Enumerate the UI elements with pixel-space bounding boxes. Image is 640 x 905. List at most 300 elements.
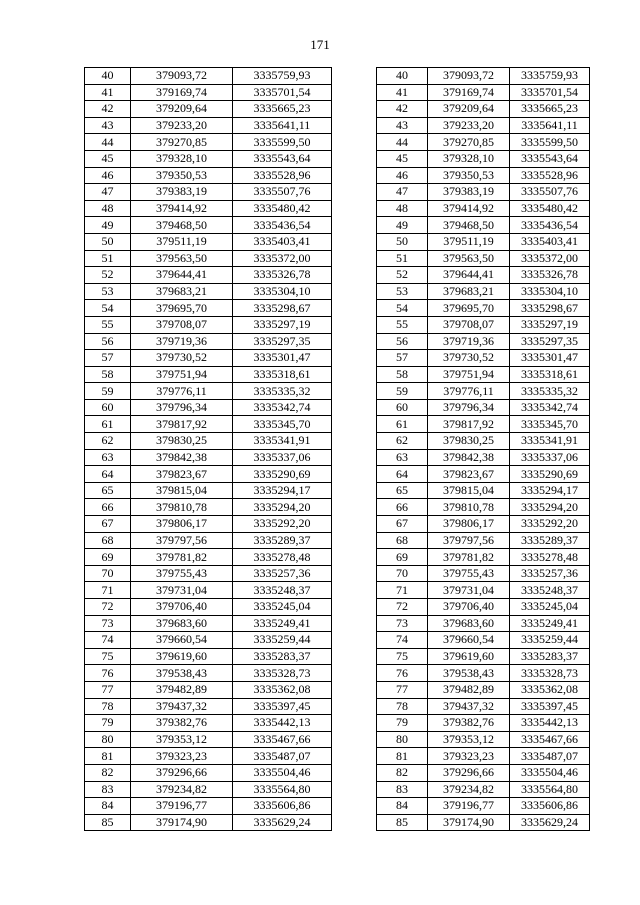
x-coordinate-cell: 379619,60 (428, 648, 510, 665)
point-number-cell: 54 (377, 300, 428, 317)
point-number-cell: 40 (377, 68, 428, 85)
table-row (85, 715, 332, 732)
x-coordinate-cell: 379468,50 (131, 217, 233, 234)
y-coordinate-cell: 3335248,37 (510, 582, 590, 599)
y-coordinate-cell: 3335480,42 (233, 200, 332, 217)
y-coordinate-cell: 3335289,37 (510, 532, 590, 549)
x-coordinate-cell: 379296,66 (131, 764, 233, 781)
table-row (377, 482, 590, 499)
point-number-cell: 81 (377, 748, 428, 765)
point-number-cell: 85 (85, 814, 131, 831)
x-coordinate-cell: 379538,43 (428, 665, 510, 682)
table-row (85, 366, 332, 383)
table-row (85, 300, 332, 317)
x-coordinate-cell: 379842,38 (131, 449, 233, 466)
x-coordinate-cell: 379660,54 (131, 632, 233, 649)
y-coordinate-cell: 3335259,44 (233, 632, 332, 649)
x-coordinate-cell: 379482,89 (131, 681, 233, 698)
table-row (85, 781, 332, 798)
y-coordinate-cell: 3335259,44 (510, 632, 590, 649)
y-coordinate-cell: 3335342,74 (510, 399, 590, 416)
table-row (377, 516, 590, 533)
table-row (377, 466, 590, 483)
point-number-cell: 83 (85, 781, 131, 798)
point-number-cell: 50 (377, 233, 428, 250)
table-row (85, 499, 332, 516)
point-number-cell: 58 (85, 366, 131, 383)
x-coordinate-cell: 379719,36 (428, 333, 510, 350)
point-number-cell: 74 (85, 632, 131, 649)
point-number-cell: 81 (85, 748, 131, 765)
y-coordinate-cell: 3335248,37 (233, 582, 332, 599)
y-coordinate-cell: 3335629,24 (233, 814, 332, 831)
x-coordinate-cell: 379755,43 (428, 565, 510, 582)
y-coordinate-cell: 3335318,61 (233, 366, 332, 383)
y-coordinate-cell: 3335397,45 (510, 698, 590, 715)
x-coordinate-cell: 379093,72 (428, 68, 510, 85)
y-coordinate-cell: 3335528,96 (510, 167, 590, 184)
point-number-cell: 52 (377, 267, 428, 284)
page-number: 171 (310, 37, 330, 52)
y-coordinate-cell: 3335467,66 (510, 731, 590, 748)
x-coordinate-cell: 379815,04 (131, 482, 233, 499)
x-coordinate-cell: 379781,82 (131, 549, 233, 566)
point-number-cell: 63 (377, 449, 428, 466)
table-row (377, 333, 590, 350)
point-number-cell: 46 (377, 167, 428, 184)
y-coordinate-cell: 3335249,41 (233, 615, 332, 632)
x-coordinate-cell: 379815,04 (428, 482, 510, 499)
coordinates-table-body (85, 68, 332, 831)
y-coordinate-cell: 3335294,17 (233, 482, 332, 499)
point-number-cell: 77 (85, 681, 131, 698)
point-number-cell: 52 (85, 267, 131, 284)
y-coordinate-cell: 3335301,47 (510, 350, 590, 367)
table-row (377, 233, 590, 250)
y-coordinate-cell: 3335403,41 (233, 233, 332, 250)
y-coordinate-cell: 3335297,19 (510, 316, 590, 333)
table-row (85, 681, 332, 698)
point-number-cell: 57 (85, 350, 131, 367)
table-row (85, 233, 332, 250)
point-number-cell: 77 (377, 681, 428, 698)
x-coordinate-cell: 379644,41 (428, 267, 510, 284)
y-coordinate-cell: 3335372,00 (233, 250, 332, 267)
x-coordinate-cell: 379482,89 (428, 681, 510, 698)
table-row (377, 383, 590, 400)
y-coordinate-cell: 3335372,00 (510, 250, 590, 267)
point-number-cell: 46 (85, 167, 131, 184)
x-coordinate-cell: 379823,67 (428, 466, 510, 483)
y-coordinate-cell: 3335335,32 (510, 383, 590, 400)
x-coordinate-cell: 379719,36 (131, 333, 233, 350)
point-number-cell: 73 (377, 615, 428, 632)
point-number-cell: 50 (85, 233, 131, 250)
table-row (85, 117, 332, 134)
point-number-cell: 47 (85, 184, 131, 201)
y-coordinate-cell: 3335326,78 (233, 267, 332, 284)
table-row (377, 117, 590, 134)
table-row (377, 300, 590, 317)
table-row (85, 482, 332, 499)
x-coordinate-cell: 379169,74 (428, 84, 510, 101)
table-row (85, 399, 332, 416)
table-row (85, 648, 332, 665)
point-number-cell: 55 (85, 316, 131, 333)
point-number-cell: 79 (85, 715, 131, 732)
table-row (377, 399, 590, 416)
x-coordinate-cell: 379683,21 (131, 283, 233, 300)
table-row (377, 582, 590, 599)
y-coordinate-cell: 3335345,70 (233, 416, 332, 433)
point-number-cell: 79 (377, 715, 428, 732)
y-coordinate-cell: 3335335,32 (233, 383, 332, 400)
x-coordinate-cell: 379619,60 (131, 648, 233, 665)
x-coordinate-cell: 379350,53 (428, 167, 510, 184)
table-row (85, 200, 332, 217)
point-number-cell: 70 (377, 565, 428, 582)
y-coordinate-cell: 3335436,54 (510, 217, 590, 234)
y-coordinate-cell: 3335345,70 (510, 416, 590, 433)
point-number-cell: 53 (85, 283, 131, 300)
y-coordinate-cell: 3335328,73 (233, 665, 332, 682)
point-number-cell: 67 (85, 516, 131, 533)
x-coordinate-cell: 379810,78 (131, 499, 233, 516)
x-coordinate-cell: 379781,82 (428, 549, 510, 566)
point-number-cell: 70 (85, 565, 131, 582)
table-row (85, 350, 332, 367)
x-coordinate-cell: 379830,25 (428, 433, 510, 450)
y-coordinate-cell: 3335301,47 (233, 350, 332, 367)
point-number-cell: 72 (377, 599, 428, 616)
y-coordinate-cell: 3335298,67 (510, 300, 590, 317)
table-row (85, 665, 332, 682)
point-number-cell: 51 (85, 250, 131, 267)
point-number-cell: 48 (377, 200, 428, 217)
table-row (85, 433, 332, 450)
x-coordinate-cell: 379209,64 (428, 101, 510, 118)
table-row (377, 632, 590, 649)
x-coordinate-cell: 379563,50 (428, 250, 510, 267)
table-row (85, 68, 332, 85)
y-coordinate-cell: 3335641,11 (233, 117, 332, 134)
table-row (377, 449, 590, 466)
table-row (85, 84, 332, 101)
table-row (85, 549, 332, 566)
y-coordinate-cell: 3335467,66 (233, 731, 332, 748)
y-coordinate-cell: 3335283,37 (233, 648, 332, 665)
table-row (85, 565, 332, 582)
table-row (377, 599, 590, 616)
y-coordinate-cell: 3335362,08 (233, 681, 332, 698)
point-number-cell: 84 (377, 798, 428, 815)
y-coordinate-cell: 3335278,48 (233, 549, 332, 566)
y-coordinate-cell: 3335342,74 (233, 399, 332, 416)
point-number-cell: 43 (377, 117, 428, 134)
x-coordinate-cell: 379353,12 (428, 731, 510, 748)
x-coordinate-cell: 379328,10 (428, 150, 510, 167)
x-coordinate-cell: 379842,38 (428, 449, 510, 466)
y-coordinate-cell: 3335442,13 (510, 715, 590, 732)
table-row (85, 333, 332, 350)
y-coordinate-cell: 3335297,19 (233, 316, 332, 333)
table-row (377, 68, 590, 85)
x-coordinate-cell: 379270,85 (428, 134, 510, 151)
y-coordinate-cell: 3335290,69 (233, 466, 332, 483)
point-number-cell: 76 (377, 665, 428, 682)
table-row (85, 184, 332, 201)
x-coordinate-cell: 379350,53 (131, 167, 233, 184)
x-coordinate-cell: 379806,17 (131, 516, 233, 533)
y-coordinate-cell: 3335292,20 (510, 516, 590, 533)
point-number-cell: 59 (85, 383, 131, 400)
point-number-cell: 78 (85, 698, 131, 715)
table-row (377, 150, 590, 167)
point-number-cell: 72 (85, 599, 131, 616)
y-coordinate-cell: 3335564,80 (233, 781, 332, 798)
table-row (85, 599, 332, 616)
table-row (85, 632, 332, 649)
x-coordinate-cell: 379382,76 (428, 715, 510, 732)
y-coordinate-cell: 3335249,41 (510, 615, 590, 632)
point-number-cell: 42 (377, 101, 428, 118)
x-coordinate-cell: 379233,20 (428, 117, 510, 134)
point-number-cell: 66 (377, 499, 428, 516)
table-row (85, 582, 332, 599)
x-coordinate-cell: 379796,34 (131, 399, 233, 416)
x-coordinate-cell: 379823,67 (131, 466, 233, 483)
x-coordinate-cell: 379414,92 (131, 200, 233, 217)
table-row (85, 516, 332, 533)
table-row (85, 283, 332, 300)
table-row (85, 316, 332, 333)
point-number-cell: 71 (377, 582, 428, 599)
table-row (377, 316, 590, 333)
x-coordinate-cell: 379234,82 (131, 781, 233, 798)
x-coordinate-cell: 379563,50 (131, 250, 233, 267)
x-coordinate-cell: 379353,12 (131, 731, 233, 748)
x-coordinate-cell: 379730,52 (428, 350, 510, 367)
point-number-cell: 54 (85, 300, 131, 317)
coordinates-table-body (377, 68, 590, 831)
x-coordinate-cell: 379511,19 (428, 233, 510, 250)
y-coordinate-cell: 3335629,24 (510, 814, 590, 831)
x-coordinate-cell: 379270,85 (131, 134, 233, 151)
table-row (377, 200, 590, 217)
y-coordinate-cell: 3335504,46 (510, 764, 590, 781)
y-coordinate-cell: 3335297,35 (233, 333, 332, 350)
x-coordinate-cell: 379817,92 (131, 416, 233, 433)
table-row (85, 698, 332, 715)
y-coordinate-cell: 3335292,20 (233, 516, 332, 533)
x-coordinate-cell: 379383,19 (428, 184, 510, 201)
point-number-cell: 49 (377, 217, 428, 234)
coordinates-table-right (376, 67, 590, 831)
x-coordinate-cell: 379755,43 (131, 565, 233, 582)
point-number-cell: 60 (377, 399, 428, 416)
table-row (377, 764, 590, 781)
y-coordinate-cell: 3335304,10 (510, 283, 590, 300)
x-coordinate-cell: 379234,82 (428, 781, 510, 798)
table-row (85, 250, 332, 267)
point-number-cell: 82 (85, 764, 131, 781)
y-coordinate-cell: 3335641,11 (510, 117, 590, 134)
point-number-cell: 65 (377, 482, 428, 499)
x-coordinate-cell: 379233,20 (131, 117, 233, 134)
table-row (377, 781, 590, 798)
y-coordinate-cell: 3335294,17 (510, 482, 590, 499)
point-number-cell: 68 (377, 532, 428, 549)
table-row (85, 764, 332, 781)
table-row (377, 416, 590, 433)
coordinates-table-left (84, 67, 332, 831)
point-number-cell: 55 (377, 316, 428, 333)
x-coordinate-cell: 379323,23 (131, 748, 233, 765)
point-number-cell: 58 (377, 366, 428, 383)
table-row (85, 416, 332, 433)
y-coordinate-cell: 3335328,73 (510, 665, 590, 682)
table-row (85, 731, 332, 748)
table-row (377, 532, 590, 549)
table-row (377, 648, 590, 665)
y-coordinate-cell: 3335245,04 (510, 599, 590, 616)
x-coordinate-cell: 379093,72 (131, 68, 233, 85)
table-row (377, 167, 590, 184)
x-coordinate-cell: 379644,41 (131, 267, 233, 284)
y-coordinate-cell: 3335257,36 (233, 565, 332, 582)
y-coordinate-cell: 3335564,80 (510, 781, 590, 798)
point-number-cell: 71 (85, 582, 131, 599)
x-coordinate-cell: 379383,19 (131, 184, 233, 201)
point-number-cell: 68 (85, 532, 131, 549)
table-row (85, 167, 332, 184)
y-coordinate-cell: 3335442,13 (233, 715, 332, 732)
table-row (85, 217, 332, 234)
y-coordinate-cell: 3335487,07 (233, 748, 332, 765)
point-number-cell: 41 (85, 84, 131, 101)
table-row (377, 433, 590, 450)
point-number-cell: 69 (85, 549, 131, 566)
x-coordinate-cell: 379169,74 (131, 84, 233, 101)
x-coordinate-cell: 379468,50 (428, 217, 510, 234)
point-number-cell: 45 (377, 150, 428, 167)
point-number-cell: 44 (85, 134, 131, 151)
x-coordinate-cell: 379751,94 (428, 366, 510, 383)
table-row (377, 134, 590, 151)
point-number-cell: 65 (85, 482, 131, 499)
point-number-cell: 62 (85, 433, 131, 450)
point-number-cell: 67 (377, 516, 428, 533)
table-row (377, 681, 590, 698)
y-coordinate-cell: 3335507,76 (510, 184, 590, 201)
x-coordinate-cell: 379706,40 (131, 599, 233, 616)
y-coordinate-cell: 3335701,54 (510, 84, 590, 101)
y-coordinate-cell: 3335480,42 (510, 200, 590, 217)
y-coordinate-cell: 3335294,20 (233, 499, 332, 516)
x-coordinate-cell: 379323,23 (428, 748, 510, 765)
point-number-cell: 51 (377, 250, 428, 267)
table-row (377, 549, 590, 566)
y-coordinate-cell: 3335759,93 (510, 68, 590, 85)
point-number-cell: 59 (377, 383, 428, 400)
table-row (85, 134, 332, 151)
point-number-cell: 56 (377, 333, 428, 350)
table-row (377, 217, 590, 234)
point-number-cell: 74 (377, 632, 428, 649)
y-coordinate-cell: 3335397,45 (233, 698, 332, 715)
x-coordinate-cell: 379328,10 (131, 150, 233, 167)
x-coordinate-cell: 379751,94 (131, 366, 233, 383)
x-coordinate-cell: 379511,19 (131, 233, 233, 250)
point-number-cell: 40 (85, 68, 131, 85)
point-number-cell: 53 (377, 283, 428, 300)
y-coordinate-cell: 3335341,91 (510, 433, 590, 450)
x-coordinate-cell: 379414,92 (428, 200, 510, 217)
x-coordinate-cell: 379731,04 (131, 582, 233, 599)
y-coordinate-cell: 3335341,91 (233, 433, 332, 450)
table-row (85, 748, 332, 765)
y-coordinate-cell: 3335245,04 (233, 599, 332, 616)
x-coordinate-cell: 379683,60 (428, 615, 510, 632)
point-number-cell: 42 (85, 101, 131, 118)
table-row (377, 665, 590, 682)
point-number-cell: 64 (85, 466, 131, 483)
x-coordinate-cell: 379817,92 (428, 416, 510, 433)
y-coordinate-cell: 3335504,46 (233, 764, 332, 781)
y-coordinate-cell: 3335665,23 (233, 101, 332, 118)
y-coordinate-cell: 3335701,54 (233, 84, 332, 101)
y-coordinate-cell: 3335436,54 (233, 217, 332, 234)
point-number-cell: 47 (377, 184, 428, 201)
x-coordinate-cell: 379538,43 (131, 665, 233, 682)
y-coordinate-cell: 3335606,86 (233, 798, 332, 815)
point-number-cell: 69 (377, 549, 428, 566)
point-number-cell: 85 (377, 814, 428, 831)
point-number-cell: 78 (377, 698, 428, 715)
y-coordinate-cell: 3335294,20 (510, 499, 590, 516)
point-number-cell: 66 (85, 499, 131, 516)
y-coordinate-cell: 3335543,64 (233, 150, 332, 167)
x-coordinate-cell: 379174,90 (131, 814, 233, 831)
y-coordinate-cell: 3335304,10 (233, 283, 332, 300)
y-coordinate-cell: 3335278,48 (510, 549, 590, 566)
x-coordinate-cell: 379708,07 (131, 316, 233, 333)
y-coordinate-cell: 3335283,37 (510, 648, 590, 665)
x-coordinate-cell: 379796,34 (428, 399, 510, 416)
y-coordinate-cell: 3335298,67 (233, 300, 332, 317)
x-coordinate-cell: 379660,54 (428, 632, 510, 649)
y-coordinate-cell: 3335362,08 (510, 681, 590, 698)
x-coordinate-cell: 379776,11 (131, 383, 233, 400)
point-number-cell: 64 (377, 466, 428, 483)
point-number-cell: 45 (85, 150, 131, 167)
x-coordinate-cell: 379731,04 (428, 582, 510, 599)
x-coordinate-cell: 379810,78 (428, 499, 510, 516)
x-coordinate-cell: 379708,07 (428, 316, 510, 333)
y-coordinate-cell: 3335290,69 (510, 466, 590, 483)
point-number-cell: 56 (85, 333, 131, 350)
table-row (377, 798, 590, 815)
table-row (377, 731, 590, 748)
y-coordinate-cell: 3335543,64 (510, 150, 590, 167)
x-coordinate-cell: 379830,25 (131, 433, 233, 450)
x-coordinate-cell: 379706,40 (428, 599, 510, 616)
y-coordinate-cell: 3335337,06 (233, 449, 332, 466)
point-number-cell: 48 (85, 200, 131, 217)
table-row (377, 814, 590, 831)
x-coordinate-cell: 379382,76 (131, 715, 233, 732)
y-coordinate-cell: 3335528,96 (233, 167, 332, 184)
